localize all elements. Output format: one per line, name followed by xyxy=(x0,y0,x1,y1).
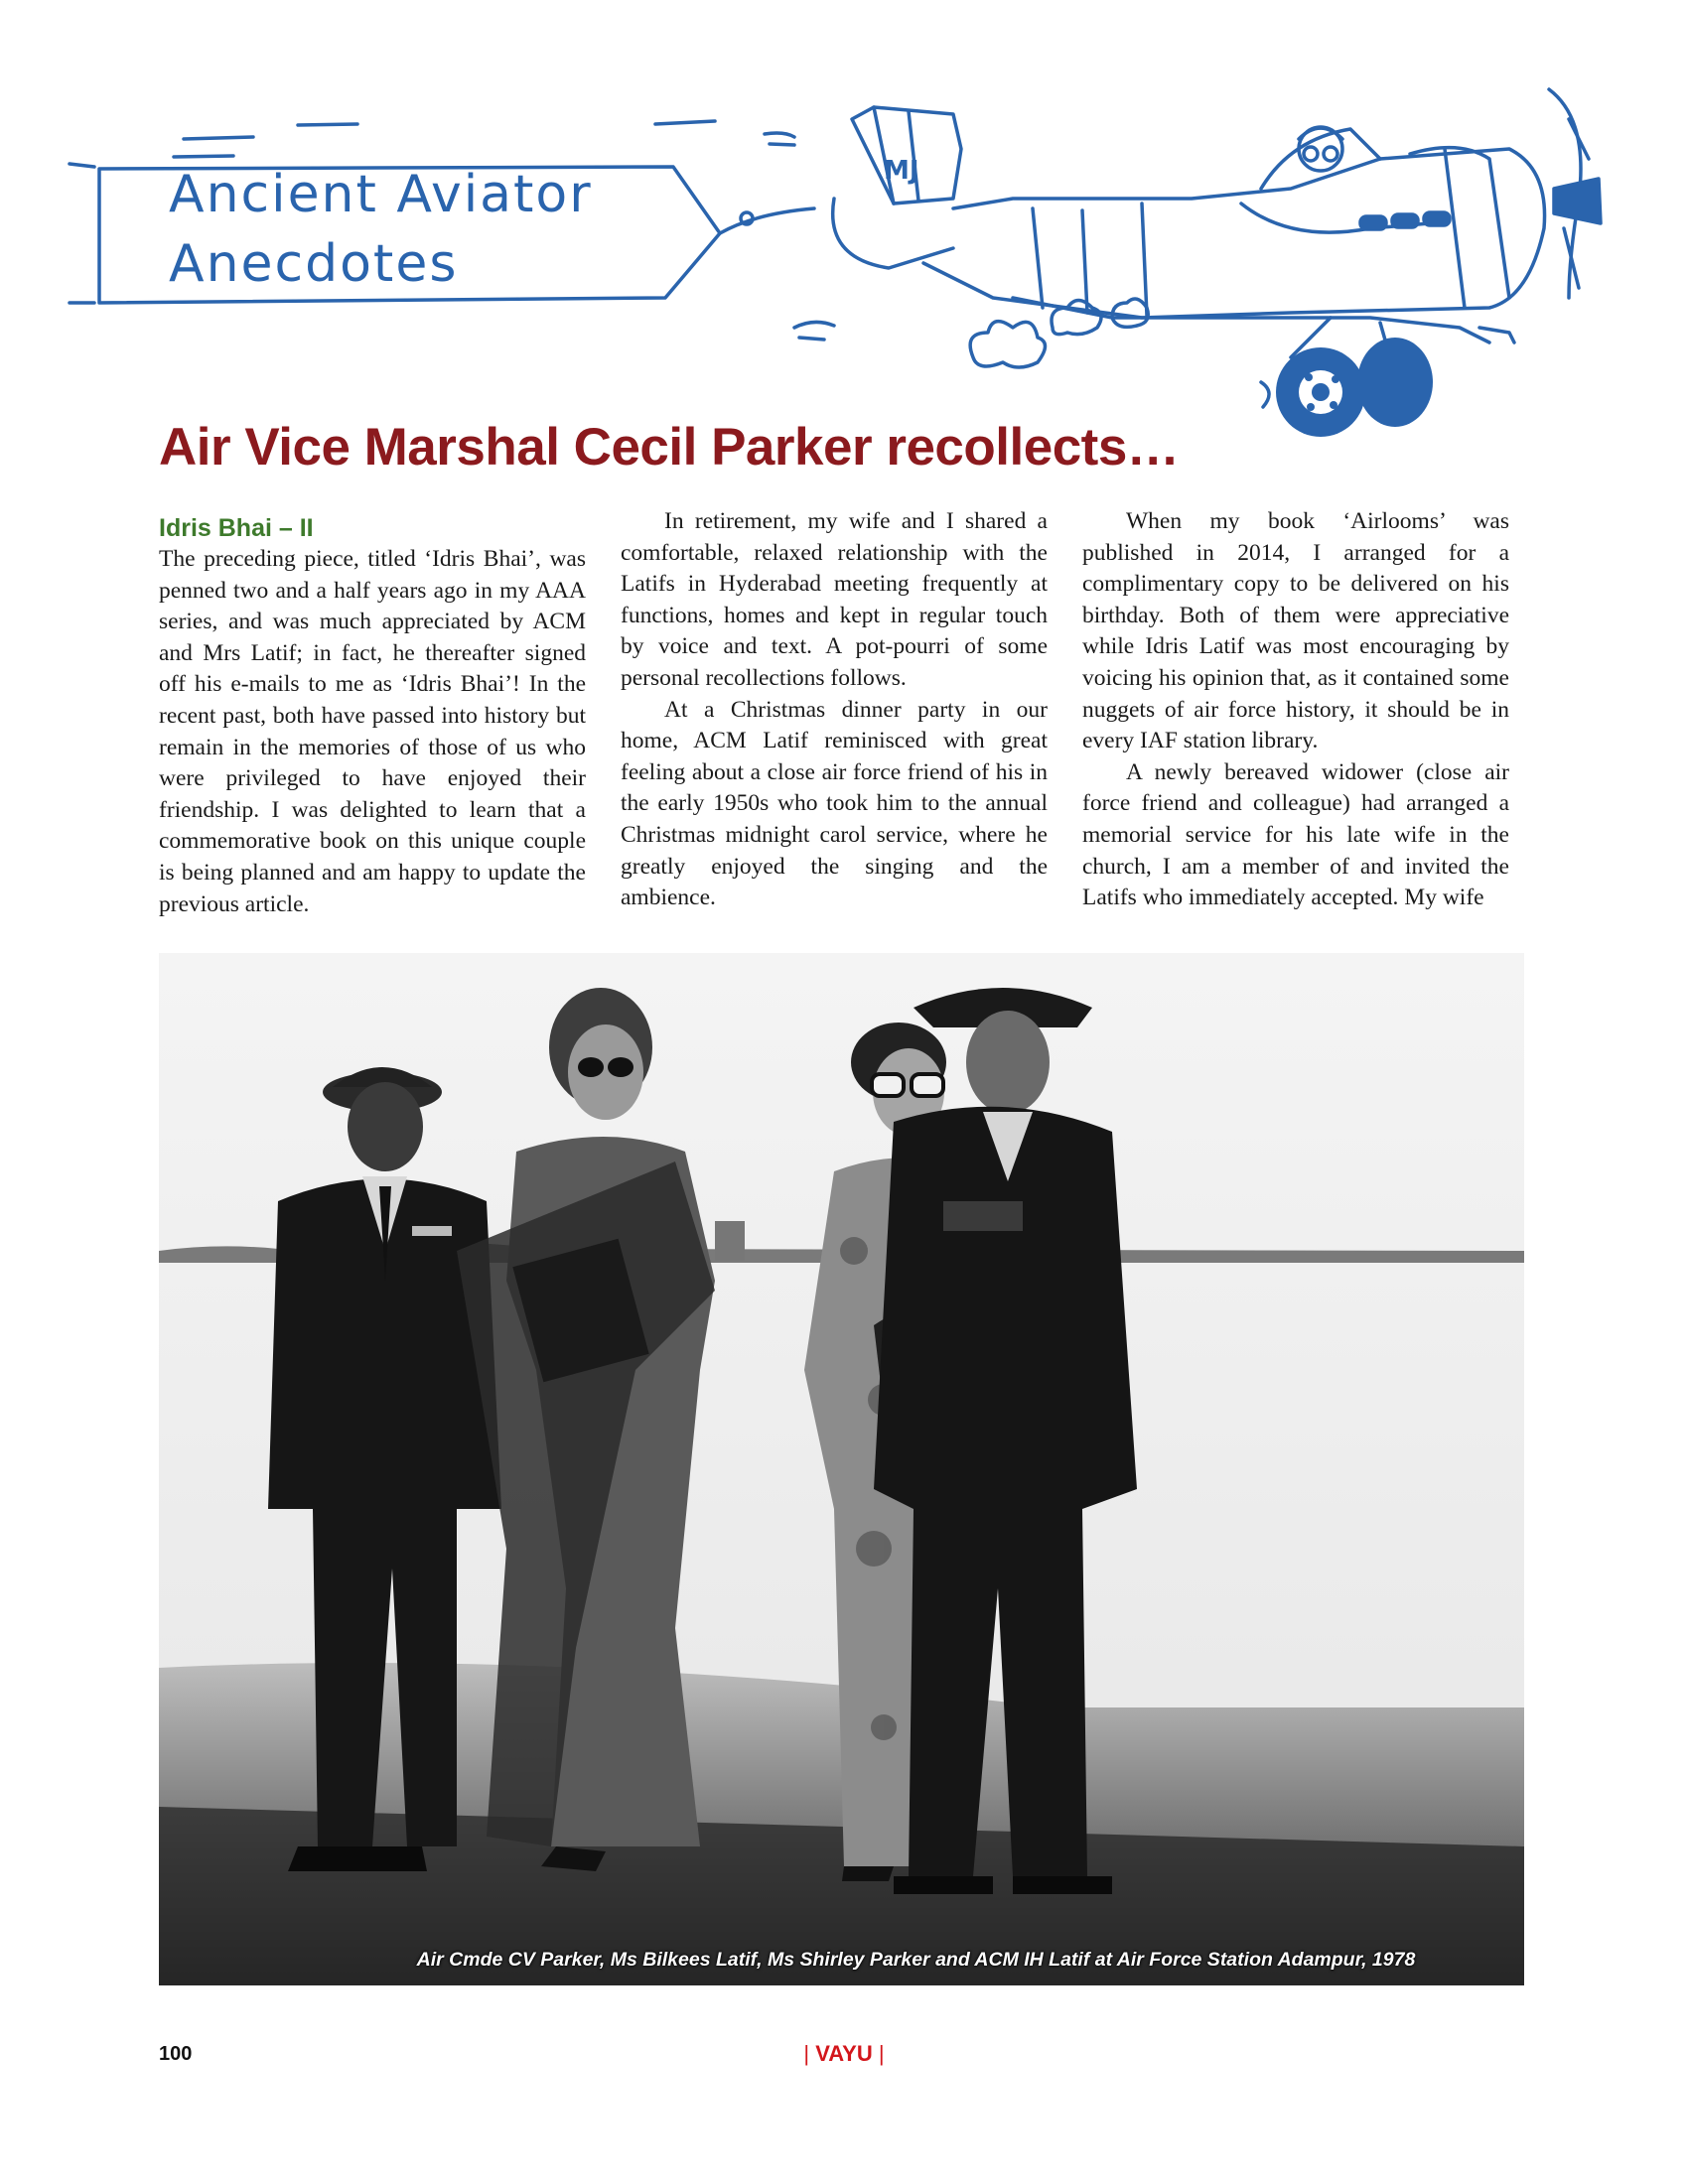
body-paragraph: At a Christmas dinner party in our home, ACM Latif reminisced with great feeling about a close air force friend of his in the early 1950s who took him to the annual Christmas midnight carol service, where he greatly enjoyed the singing and the ambience. xyxy=(621,696,1048,911)
photo-caption: Air Cmde CV Parker, Ms Bilkees Latif, Ms Shirley Parker and ACM IH Latif at Air Force Station Adampur, 1978 xyxy=(416,1949,1416,1971)
body-paragraph: When my book ‘Airlooms’ was published in 2014, I arranged for a complimentary copy to be delivered on his birthday. Both of them were appreciative while Idris Latif was most encouraging by voicing his opinion that, as it contained some nuggets of air force history, it should be in every IAF station library. xyxy=(1082,508,1509,754)
body-paragraph: A newly bereaved widower (close air force friend and colleague) had arranged a memorial service for his late wife in the church, I am a member of and invited the Latifs who immediately accepted. My wife xyxy=(1082,758,1509,911)
banner-line-2: Anecdotes xyxy=(169,234,459,294)
page-number: 100 xyxy=(159,2043,193,2065)
body-paragraph: In retirement, my wife and I shared a comfortable, relaxed relationship with the Latifs in Hyderabad meeting frequently at functions, homes and kept in regular touch by voice and text. A pot-pourri of some personal recollections follows. xyxy=(621,508,1048,691)
banner-line-1: Ancient Aviator xyxy=(169,165,593,224)
plane-tail-letters: MJ xyxy=(884,156,919,186)
article-title: Air Vice Marshal Cecil Parker recollects… xyxy=(159,418,1180,477)
article-subhead: Idris Bhai – II xyxy=(159,514,314,542)
historic-photograph xyxy=(159,953,1524,1985)
brand-divider-right: | xyxy=(872,2041,885,2066)
article-column-3 xyxy=(1082,506,1509,914)
article-column-2 xyxy=(621,506,1048,914)
brand-divider-left: | xyxy=(803,2041,816,2066)
plane-fuselage xyxy=(923,149,1545,318)
banner-illustration xyxy=(0,0,1688,437)
brand-label: VAYU xyxy=(815,2041,873,2066)
article-column-1 xyxy=(159,506,586,920)
body-paragraph: The preceding piece, titled ‘Idris Bhai’, was penned two and a half years ago in my AAA series, and was much appreciated by ACM and Mrs Latif; in fact, he thereafter signed off his e-mails to me as ‘Idris Bhai’! In the recent past, both have passed into history but remain in the memories of those of us who were privileged to have enjoyed their friendship. I was delighted to learn that a commemorative book on this unique couple is being planned and am happy to update the previous article. xyxy=(159,546,586,917)
footer-brand xyxy=(0,2041,1688,2067)
